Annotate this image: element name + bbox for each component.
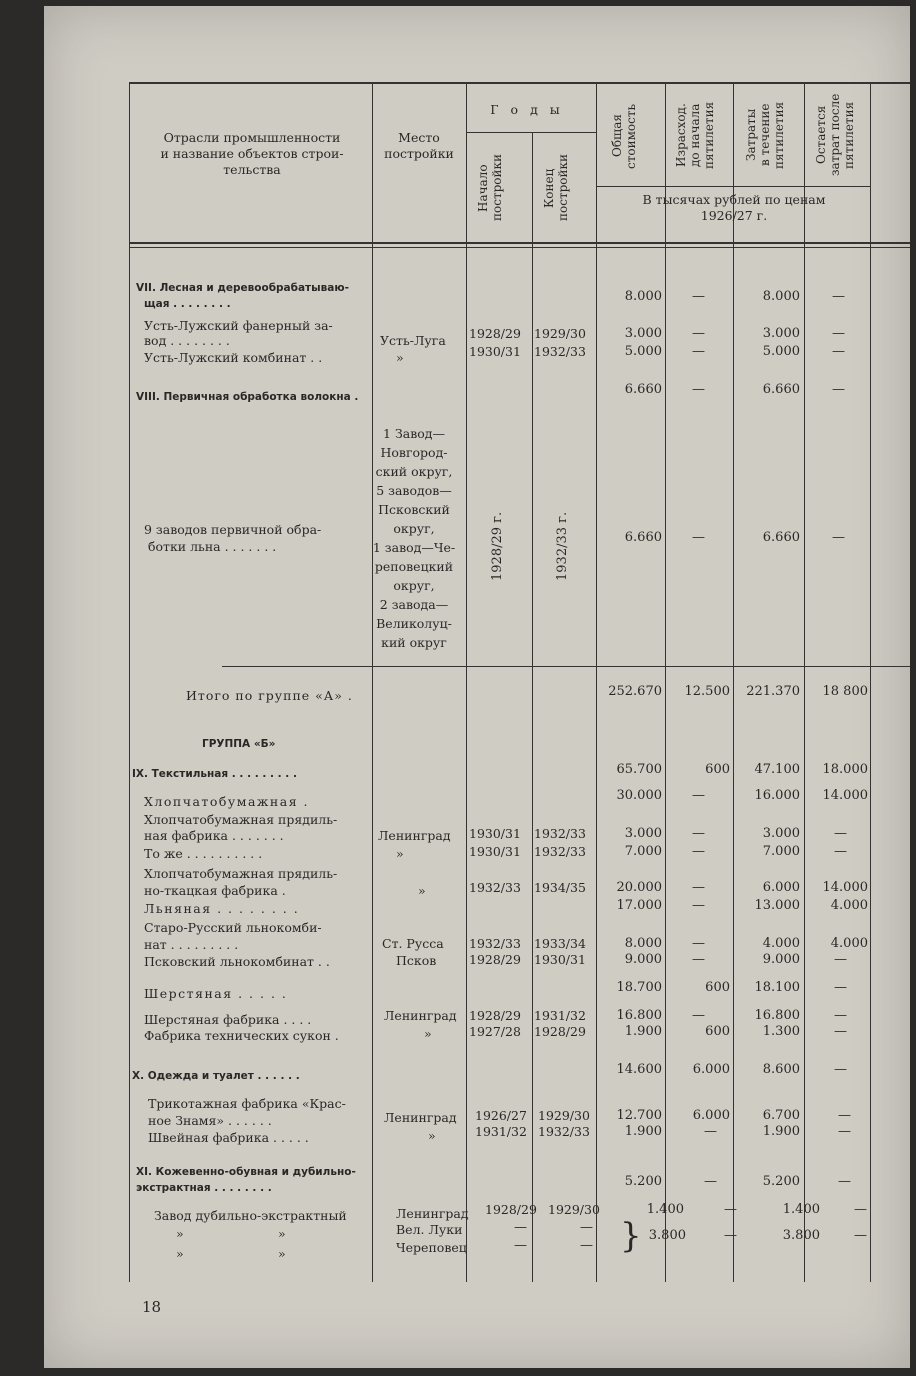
row-4-spent: — <box>692 788 705 803</box>
row-3-end: 1932/33 г. <box>555 511 570 581</box>
header-during: Затраты в течение пятилетия <box>744 101 786 169</box>
row-18-ditto-a: » <box>176 1246 184 1261</box>
row-3-name: 9 заводов первичной обра- <box>144 522 322 537</box>
row-13-end: 1928/29 <box>534 1024 586 1039</box>
row-14-name: Трикотажная фабрика «Крас- <box>148 1096 346 1111</box>
row-11-during: 18.100 <box>754 980 800 995</box>
row-7-place: » <box>418 883 426 898</box>
header-years: Годы <box>490 102 572 117</box>
row-9-name-cont: нат . . . . . . . . . <box>144 937 239 952</box>
row-3-name-cont: ботки льна . . . . . . . <box>148 539 277 554</box>
row-18-ditto-b: » <box>278 1246 286 1261</box>
row-5-name: Хлопчатобумажная прядиль- <box>144 812 338 827</box>
row-1-after: — <box>832 326 845 341</box>
row-13-after: — <box>834 1024 847 1039</box>
row-4-during: 16.000 <box>754 788 800 803</box>
row-7-start: 1932/33 <box>469 880 521 895</box>
row-11-name: Шерстяная . . . . . <box>144 986 288 1001</box>
brace: } <box>620 1216 642 1256</box>
s7-during: 8.000 <box>762 289 800 304</box>
row-12-end: 1931/32 <box>534 1008 586 1023</box>
row-12-name: Шерстяная фабрика . . . . <box>144 1012 312 1027</box>
row-1-name-cont: вод . . . . . . . . <box>144 333 230 348</box>
s10-total: 14.600 <box>616 1062 662 1077</box>
row-4-name: Хлопчатобумажная . <box>144 794 310 809</box>
row-5-spent: — <box>692 826 705 841</box>
row-16-spent: — <box>724 1202 737 1217</box>
col-total-rule <box>596 82 597 1282</box>
col-place-rule <box>372 82 373 1282</box>
row-2-during: 5.000 <box>762 344 800 359</box>
row-14-spent: 6.000 <box>692 1108 730 1123</box>
row-14-during: 6.700 <box>762 1108 800 1123</box>
row-1-spent: — <box>692 326 705 341</box>
row-3-place: 1 Завод— Новгород- ский округ, 5 заводов— Псковский округ, 1 завод—Че- реповецкий округ, 2 завода— Великолуц- кий округ <box>372 426 456 650</box>
row-3-start: 1928/29 г. <box>490 511 505 581</box>
row-1-place: Усть-Луга <box>380 333 446 348</box>
row-7-spent: — <box>692 880 705 895</box>
s10-after: — <box>834 1062 847 1077</box>
row-16-start: 1928/29 <box>485 1202 537 1217</box>
row-2-name: Усть-Лужский комбинат . . <box>144 350 323 365</box>
row-16-during: 1.400 <box>782 1202 820 1217</box>
row-5-total: 3.000 <box>624 826 662 841</box>
section-8-title: VIII. Первичная обработка волокна . <box>136 391 359 403</box>
header-after: Остается затрат после пятилетия <box>814 93 856 177</box>
row-11-after: — <box>834 980 847 995</box>
row-1-total: 3.000 <box>624 326 662 341</box>
section-7-title-cont: щая . . . . . . . . <box>144 298 231 310</box>
row-3-total: 6.660 <box>624 530 662 545</box>
row-6-after: — <box>834 844 847 859</box>
row-7-end: 1934/35 <box>534 880 586 895</box>
group-a-during: 221.370 <box>746 684 800 699</box>
row-1-name: Усть-Лужский фанерный за- <box>144 318 333 333</box>
row-2-end: 1932/33 <box>534 344 586 359</box>
row-5-during: 3.000 <box>762 826 800 841</box>
row-17-18-spent: — <box>724 1228 737 1243</box>
row-10-end: 1930/31 <box>534 952 586 967</box>
row-5-name-cont: ная фабрика . . . . . . . <box>144 828 284 843</box>
s9-total: 65.700 <box>616 762 662 777</box>
s10-during: 8.600 <box>762 1062 800 1077</box>
row-10-during: 9.000 <box>762 952 800 967</box>
row-15-during: 1.900 <box>762 1124 800 1139</box>
row-10-name: Псковский льнокомбинат . . <box>144 954 330 969</box>
table-left-rule <box>129 82 130 1282</box>
row-8-name: Льняная . . . . . . . . <box>144 901 300 916</box>
row-13-start: 1927/28 <box>469 1024 521 1039</box>
s8-after: — <box>832 382 845 397</box>
row-6-during: 7.000 <box>762 844 800 859</box>
group-a-spent: 12.500 <box>684 684 730 699</box>
row-9-after: 4.000 <box>830 936 868 951</box>
row-15-name: Швейная фабрика . . . . . <box>148 1130 309 1145</box>
group-b-title: ГРУППА «Б» <box>202 738 276 750</box>
row-7-total: 20.000 <box>616 880 662 895</box>
row-1-during: 3.000 <box>762 326 800 341</box>
col-start-rule <box>466 82 467 1282</box>
row-9-name: Старо-Русский льнокомби- <box>144 920 322 935</box>
row-7-name-cont: но-ткацкая фабрика . <box>144 883 286 898</box>
section-9-title: IX. Текстильная . . . . . . . . . <box>132 768 297 780</box>
s7-total: 8.000 <box>624 289 662 304</box>
col-spent-rule <box>665 82 666 1282</box>
s8-total: 6.660 <box>624 382 662 397</box>
header-start: Начало постройки <box>476 154 504 222</box>
row-16-total: 1.400 <box>646 1202 684 1217</box>
row-17-ditto-a: » <box>176 1226 184 1241</box>
s9-spent: 600 <box>705 762 730 777</box>
header-col-branch: Отрасли промышленности и название объектов строи- тельства <box>160 130 344 177</box>
row-8-total: 17.000 <box>616 898 662 913</box>
row-6-spent: — <box>692 844 705 859</box>
table-top-rule <box>129 82 910 84</box>
row-5-after: — <box>834 826 847 841</box>
col-end-rule <box>532 132 533 1282</box>
row-2-place: » <box>396 350 404 365</box>
row-10-start: 1928/29 <box>469 952 521 967</box>
row-14-start: 1926/27 <box>475 1108 527 1123</box>
section-11-title: XI. Кожевенно-обувная и дубильно- <box>136 1166 356 1178</box>
row-14-end: 1929/30 <box>538 1108 590 1123</box>
row-16-end: 1929/30 <box>548 1202 600 1217</box>
header-total: Общая стоимость <box>610 103 638 169</box>
s11-spent: — <box>704 1174 717 1189</box>
row-15-after: — <box>838 1124 851 1139</box>
row-10-after: — <box>834 952 847 967</box>
unit-divider-rule <box>596 186 870 187</box>
s8-spent: — <box>692 382 705 397</box>
row-3-during: 6.660 <box>762 530 800 545</box>
row-15-spent: — <box>704 1124 717 1139</box>
row-15-start: 1931/32 <box>475 1124 527 1139</box>
header-bottom-rule <box>129 242 910 244</box>
row-9-spent: — <box>692 936 705 951</box>
row-12-after: — <box>834 1008 847 1023</box>
page-number: 18 <box>142 1298 162 1316</box>
row-12-total: 16.800 <box>616 1008 662 1023</box>
row-18-place: Череповец <box>396 1240 467 1255</box>
row-9-end: 1933/34 <box>534 936 586 951</box>
row-2-after: — <box>832 344 845 359</box>
row-15-place: » <box>428 1128 436 1143</box>
row-18-end: — <box>580 1238 593 1253</box>
row-8-spent: — <box>692 898 705 913</box>
s7-after: — <box>832 289 845 304</box>
row-11-spent: 600 <box>705 980 730 995</box>
s7-spent: — <box>692 289 705 304</box>
group-a-total: 252.670 <box>608 684 662 699</box>
section-11-title-cont: экстрактная . . . . . . . . <box>136 1182 272 1194</box>
s11-during: 5.200 <box>762 1174 800 1189</box>
row-17-start: — <box>514 1220 527 1235</box>
row-1-end: 1929/30 <box>534 326 586 341</box>
header-spent: Израсход. до начала пятилетия <box>674 101 716 169</box>
row-13-during: 1.300 <box>762 1024 800 1039</box>
row-9-during: 4.000 <box>762 936 800 951</box>
row-7-during: 6.000 <box>762 880 800 895</box>
section-10-title: X. Одежда и туалет . . . . . . <box>132 1070 300 1082</box>
s11-total: 5.200 <box>624 1174 662 1189</box>
row-11-total: 18.700 <box>616 980 662 995</box>
row-14-place: Ленинград <box>384 1110 457 1125</box>
s9-during: 47.100 <box>754 762 800 777</box>
row-12-start: 1928/29 <box>469 1008 521 1023</box>
row-5-end: 1932/33 <box>534 826 586 841</box>
row-18-start: — <box>514 1238 527 1253</box>
s11-after: — <box>838 1174 851 1189</box>
row-9-total: 8.000 <box>624 936 662 951</box>
row-17-place: Вел. Луки <box>396 1222 463 1237</box>
row-2-total: 5.000 <box>624 344 662 359</box>
row-13-total: 1.900 <box>624 1024 662 1039</box>
row-10-place: Псков <box>396 953 437 968</box>
col-during-rule <box>733 82 734 1282</box>
row-7-name: Хлопчатобумажная прядиль- <box>144 866 338 881</box>
row-5-place: Ленинград <box>378 828 451 843</box>
row-16-place: Ленинград <box>396 1206 469 1221</box>
table-right-rule <box>870 82 871 1282</box>
row-4-after: 14.000 <box>822 788 868 803</box>
row-6-total: 7.000 <box>624 844 662 859</box>
row-17-18-during: 3.800 <box>782 1228 820 1243</box>
row-3-spent: — <box>692 530 705 545</box>
row-3-after: — <box>832 530 845 545</box>
s8-during: 6.660 <box>762 382 800 397</box>
row-17-end: — <box>580 1220 593 1235</box>
row-17-18-total: 3.800 <box>648 1228 686 1243</box>
row-13-name: Фабрика технических сукон . <box>144 1028 339 1043</box>
row-16-name: Завод дубильно-экстрактный <box>154 1208 347 1223</box>
row-8-during: 13.000 <box>754 898 800 913</box>
row-14-name-cont: ное Знамя» . . . . . . <box>148 1113 272 1128</box>
row-10-total: 9.000 <box>624 952 662 967</box>
row-12-place: Ленинград <box>384 1008 457 1023</box>
row-2-spent: — <box>692 344 705 359</box>
row-10-spent: — <box>692 952 705 967</box>
s9-after: 18.000 <box>822 762 868 777</box>
row-9-place: Ст. Русса <box>382 936 444 951</box>
row-12-during: 16.800 <box>754 1008 800 1023</box>
header-bottom-rule-2 <box>129 247 910 248</box>
row-8-after: 4.000 <box>830 898 868 913</box>
row-13-place: » <box>424 1026 432 1041</box>
row-7-after: 14.000 <box>822 880 868 895</box>
header-unit: В тысячах рублей по ценам 1926/27 г. <box>642 192 826 223</box>
row-17-ditto-b: » <box>278 1226 286 1241</box>
row-6-start: 1930/31 <box>469 844 521 859</box>
group-a-total-label: Итого по группе «А» . <box>186 688 353 703</box>
row-9-start: 1932/33 <box>469 936 521 951</box>
header-end: Конец постройки <box>542 154 570 222</box>
years-divider-rule <box>466 132 596 133</box>
row-17-18-after: — <box>854 1228 867 1243</box>
row-6-name: То же . . . . . . . . . . <box>144 846 263 861</box>
book-page <box>44 6 910 1368</box>
row-12-spent: — <box>692 1008 705 1023</box>
row-14-total: 12.700 <box>616 1108 662 1123</box>
row-5-start: 1930/31 <box>469 826 521 841</box>
row-4-total: 30.000 <box>616 788 662 803</box>
header-col-place: Место постройки <box>384 130 454 161</box>
group-a-after: 18 800 <box>822 684 868 699</box>
row-13-spent: 600 <box>705 1024 730 1039</box>
section-7-title: VII. Лесная и деревообрабатываю- <box>136 282 349 294</box>
s10-spent: 6.000 <box>692 1062 730 1077</box>
row-1-start: 1928/29 <box>469 326 521 341</box>
row-2-start: 1930/31 <box>469 344 521 359</box>
row-15-total: 1.900 <box>624 1124 662 1139</box>
row-15-end: 1932/33 <box>538 1124 590 1139</box>
row-16-after: — <box>854 1202 867 1217</box>
row-6-end: 1932/33 <box>534 844 586 859</box>
row-14-after: — <box>838 1108 851 1123</box>
group-a-total-rule <box>222 666 910 667</box>
row-6-place: » <box>396 846 404 861</box>
col-after-rule <box>804 82 805 1282</box>
